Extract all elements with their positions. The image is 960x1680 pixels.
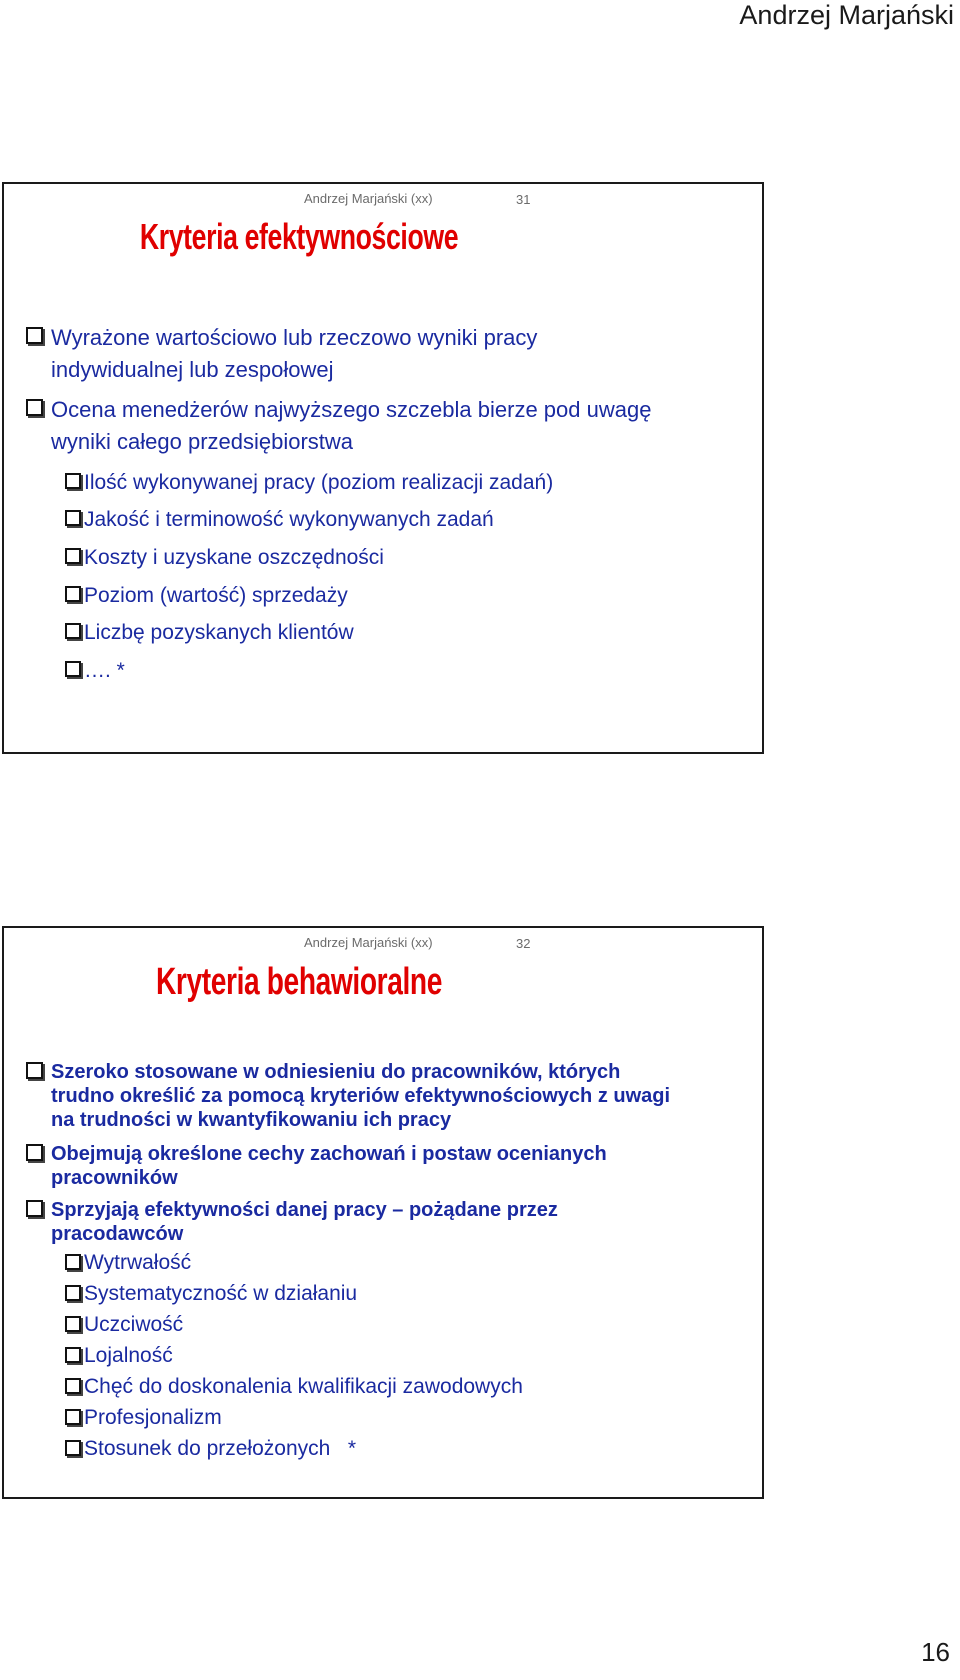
sub-item: Stosunek do przełożonych * bbox=[65, 1434, 356, 1464]
bullet-item bbox=[26, 1198, 558, 1246]
bullet-item bbox=[26, 394, 651, 458]
checkbox-bullet-icon bbox=[26, 327, 43, 344]
checkbox-bullet-icon bbox=[65, 1440, 81, 1456]
bullet-text: Wyrażone wartościowo lub rzeczowo wyniki pracy indywidualnej lub zespołowej bbox=[51, 325, 538, 382]
sub-item: Lojalność bbox=[65, 1341, 173, 1371]
bullet-text: Obejmują określone cechy zachowań i postaw ocenianych pracowników bbox=[51, 1143, 607, 1189]
bullet-text: Ocena menedżerów najwyższego szczebla bierze pod uwagę wyniki całego przedsiębiorstwa bbox=[51, 397, 652, 454]
sub-item: Poziom (wartość) sprzedaży bbox=[65, 580, 348, 612]
sub-item: Jakość i terminowość wykonywanych zadań bbox=[65, 504, 494, 536]
checkbox-bullet-icon bbox=[26, 1200, 43, 1217]
checkbox-bullet-icon bbox=[65, 1347, 81, 1363]
sub-item: Systematyczność w działaniu bbox=[65, 1279, 357, 1309]
checkbox-bullet-icon bbox=[65, 1378, 81, 1394]
sub-item: Liczbę pozyskanych klientów bbox=[65, 617, 354, 649]
sub-item: Ilość wykonywanej pracy (poziom realizacji zadań) bbox=[65, 467, 553, 499]
slide-author: Andrzej Marjański (xx) bbox=[304, 191, 433, 206]
checkbox-bullet-icon bbox=[65, 1316, 81, 1332]
checkbox-bullet-icon bbox=[65, 623, 81, 639]
page-header-author: Andrzej Marjański bbox=[739, 0, 954, 30]
bullet-text: Sprzyjają efektywności danej pracy – pożądane przez pracodawców bbox=[51, 1199, 558, 1245]
sub-item: …. * bbox=[65, 655, 125, 687]
slide-31 bbox=[2, 182, 764, 754]
checkbox-bullet-icon bbox=[65, 1285, 81, 1301]
checkbox-bullet-icon bbox=[26, 1144, 43, 1161]
bullet-item bbox=[26, 1142, 607, 1190]
checkbox-bullet-icon bbox=[26, 399, 43, 416]
sub-item: Uczciwość bbox=[65, 1310, 183, 1340]
checkbox-bullet-icon bbox=[65, 473, 81, 489]
sub-item: Wytrwałość bbox=[65, 1248, 191, 1278]
slide-title: Kryteria behawioralne bbox=[155, 961, 443, 1003]
slide-32 bbox=[2, 926, 764, 1499]
slide-number: 31 bbox=[516, 192, 531, 207]
slide-author: Andrzej Marjański (xx) bbox=[304, 935, 433, 950]
bullet-text: Szeroko stosowane w odniesieniu do pracowników, których trudno określić za pomocą kryteriów efektywnościowych z uwagi na trudności w kwantyfikowaniu ich pracy bbox=[51, 1061, 671, 1131]
checkbox-bullet-icon bbox=[65, 548, 81, 564]
sub-item: Chęć do doskonalenia kwalifikacji zawodowych bbox=[65, 1372, 523, 1402]
page-number: 16 bbox=[921, 1637, 950, 1667]
slide-title: Kryteria efektywnościowe bbox=[139, 216, 459, 257]
checkbox-bullet-icon bbox=[65, 586, 81, 602]
sub-item: Profesjonalizm bbox=[65, 1403, 222, 1433]
sub-item: Koszty i uzyskane oszczędności bbox=[65, 542, 384, 574]
slide-number: 32 bbox=[516, 936, 531, 951]
checkbox-bullet-icon bbox=[65, 1254, 81, 1270]
checkbox-bullet-icon bbox=[65, 661, 81, 677]
bullet-item bbox=[26, 322, 537, 386]
checkbox-bullet-icon bbox=[26, 1062, 43, 1079]
checkbox-bullet-icon bbox=[65, 510, 81, 526]
bullet-item bbox=[26, 1060, 670, 1132]
checkbox-bullet-icon bbox=[65, 1409, 81, 1425]
